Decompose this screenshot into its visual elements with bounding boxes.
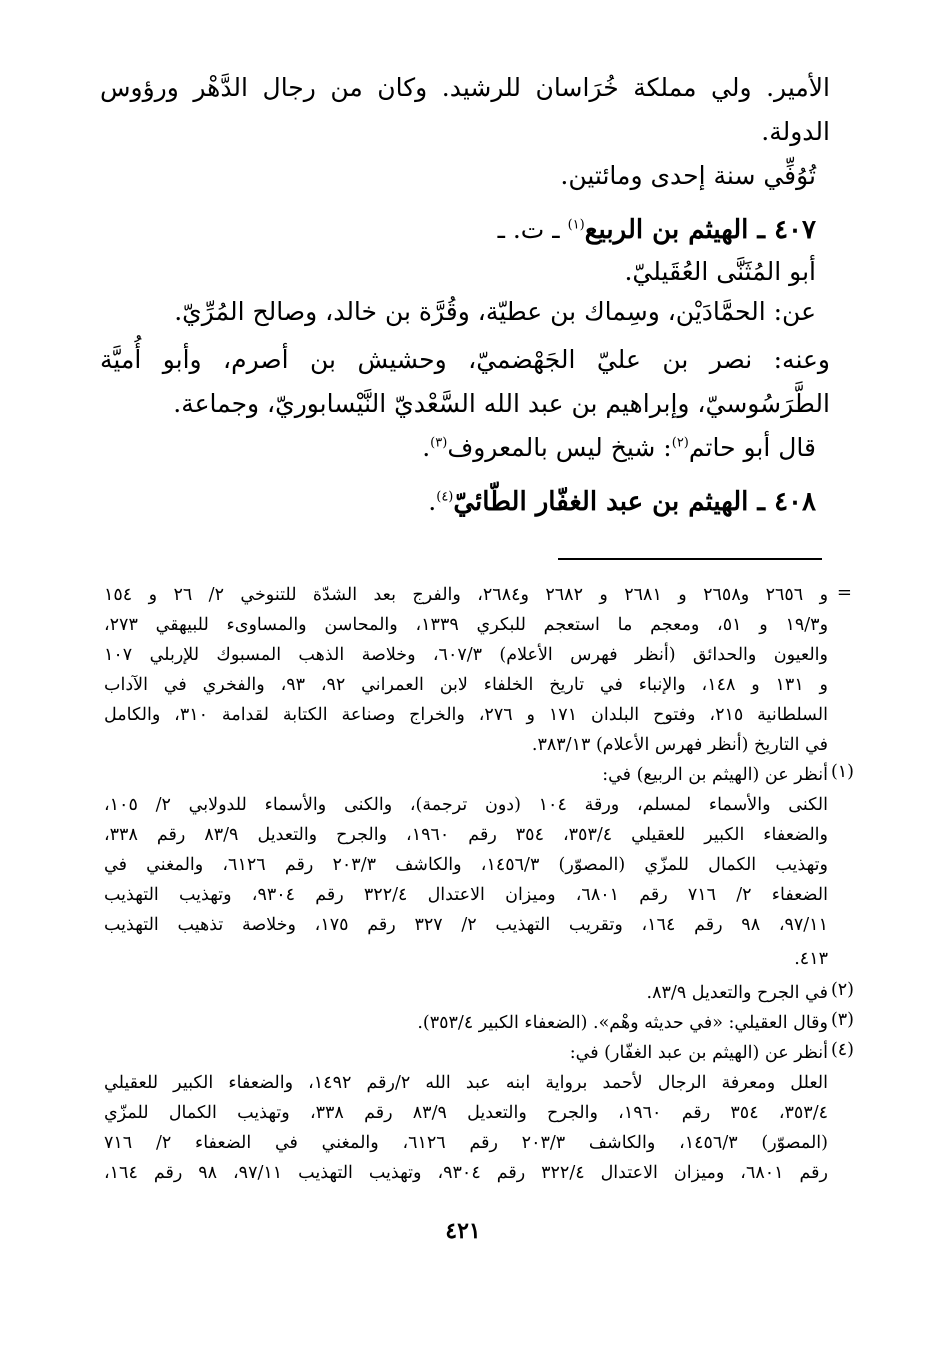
footnote-cont-line: السلطانية ٢١٥، وفتوح البلدان ١٧١ و ٢٧٦، والخراج وصناعة الكتابة لقدامة ٣١٠، والكامل	[104, 705, 828, 725]
narrated-from-line: عن: الحمَّادَيْن، وسِماك بن عطيّة، وقُرَّة بن خالد، وصالح المُرِّيّ.	[174, 297, 816, 326]
footnote-1-line: ٤١٣.	[794, 949, 828, 969]
narrators-line-2: الطَّرَسُوسيّ، وإبراهيم بن عبد الله السَّعْديّ النَّيْسابوريّ، وجماعة.	[173, 389, 830, 418]
page-number: ٤٢١	[445, 1218, 481, 1244]
footnote-ref-4: (٤)	[436, 489, 454, 505]
footnote-cont-line: والعيون والحدائق (أنظر فهرس الأعلام) ٦٠٧/٣، وخلاصة الذهب المسبوك للإربلي ١٠٧	[104, 645, 828, 665]
footnote-3-number: (٣)	[830, 1010, 854, 1030]
entry-407-tail: ـ ت. ـ	[497, 215, 568, 244]
abu-hatim-text-c: .	[422, 433, 431, 462]
footnote-4-heading: أنظر عن (الهيثم بن عبد الغفّار) في:	[569, 1043, 828, 1063]
entry-408-heading	[100, 482, 816, 522]
entry-407-title: ٤٠٧ ـ الهيثم بن الربيع	[584, 215, 816, 245]
footnote-1-line: والضعفاء الكبير للعقيلي ٣٥٣/٤، ٣٥٤ رقم ١٩٦٠، والجرح والتعديل ٨٣/٩ رقم ٣٣٨،	[104, 825, 828, 845]
footnote-1-number: (١)	[830, 762, 854, 782]
footnote-ref-1: (١)	[567, 217, 585, 233]
footnote-2-text: في الجرح والتعديل ٨٣/٩.	[646, 983, 828, 1003]
footnote-cont-line: و ١٣١ و ١٤٨، والإنباء في تاريخ الخلفاء لابن العمراني ٩٢، ٩٣، والفخري في الآداب	[104, 675, 829, 695]
text-line-1: الأمير. ولي مملكة خُرَاسان للرشيد. وكان من رجال الدَّهْر ورؤوس	[100, 73, 830, 102]
footnote-1-line: وتهذيب الكمال للمزّي (المصوّر) ١٤٥٦/٣، والكاشف ٢٠٣/٣ رقم ٦١٢٦، والمغني في	[104, 855, 828, 875]
text-line-3: تُوُفِّي سنة إحدى ومائتين.	[560, 161, 816, 190]
footnote-cont-line: و١٩/٣ و ٥١، ومعجم ما استعجم للبكري ١٣٣٩، والمحاسن والمساوىء للبيهقي ٢٧٣،	[104, 615, 829, 635]
footnote-1-line: الكنى والأسماء لمسلم، ورقة ١٠٤ (دون ترجمة)، والكنى والأسماء للدولابي ٢/ ١٠٥،	[104, 795, 828, 815]
footnote-4-number: (٤)	[830, 1040, 854, 1060]
footnote-separator	[558, 558, 822, 560]
abu-hatim-text-b: : شيخ ليس بالمعروف	[447, 433, 672, 462]
kunya-line: أبو المُثَنَّى العُقَيليّ.	[624, 257, 816, 286]
abu-hatim-line	[100, 428, 816, 468]
footnote-1-line: الضعفاء ٢/ ٧١٦ رقم ٦٨٠١، وميزان الاعتدال ٣٢٢/٤ رقم ٩٣٠٤، وتهذيب التهذيب	[104, 885, 828, 905]
footnote-4-line: ٣٥٣/٤، ٣٥٤ رقم ١٩٦٠، والجرح والتعديل ٨٣/٩ رقم ٣٣٨، وتهذيب الكمال للمزّي	[104, 1103, 828, 1123]
narrators-line-1: وعنه: نصر بن عليّ الجَهْضميّ، وحشيش بن أصرم، وأبو أُميَّة	[100, 345, 830, 374]
footnote-4-line: رقم ٦٨٠١، وميزان الاعتدال ٣٢٢/٤ رقم ٩٣٠٤، وتهذيب التهذيب ٩٧/١١، ٩٨ رقم ١٦٤،	[104, 1163, 829, 1183]
entry-407-heading	[100, 210, 816, 250]
continuation-mark: =	[836, 582, 852, 603]
footnote-ref-2: (٢)	[671, 435, 689, 451]
entry-408-title: ٤٠٨ ـ الهيثم بن عبد الغفّار الطّائيّ	[453, 487, 816, 517]
footnote-4-line: (المصوّر) ١٤٥٦/٣، والكاشف ٢٠٣/٣ رقم ٦١٢٦، والمغني في الضعفاء ٢/ ٧١٦	[104, 1133, 828, 1153]
footnote-cont-line: و ٢٦٥٦ و٢٦٥٨ و ٢٦٨١ و ٢٦٨٢ و٢٦٨٤، والفرج بعد الشدّة للتنوخي ٢/ ٢٦ و ١٥٤	[104, 585, 829, 605]
footnote-4-line: العلل ومعرفة الرجال لأحمد برواية ابنه عبد الله ٢/رقم ١٤٩٢، والضعفاء الكبير للعقيلي	[104, 1073, 828, 1093]
footnote-cont-line: في التاريخ (أنظر فهرس الأعلام) ٣٨٣/١٣.	[531, 735, 828, 755]
footnote-1-line: ٩٧/١١، ٩٨ رقم ١٦٤، وتقريب التهذيب ٢/ ٣٢٧ رقم ١٧٥، وخلاصة تذهيب التهذيب	[104, 915, 828, 935]
text-line-2: الدولة.	[761, 117, 830, 146]
footnote-2-number: (٢)	[830, 980, 854, 1000]
footnote-ref-3: (٣)	[430, 435, 448, 451]
entry-408-tail: .	[428, 487, 437, 516]
footnote-1-heading: أنظر عن (الهيثم بن الربيع) في:	[602, 765, 828, 785]
footnote-3-text: وقال العقيلي: «في حديثه وهْم». (الضعفاء الكبير ٣٥٣/٤).	[417, 1013, 828, 1033]
abu-hatim-text-a: قال أبو حاتم	[688, 433, 816, 462]
